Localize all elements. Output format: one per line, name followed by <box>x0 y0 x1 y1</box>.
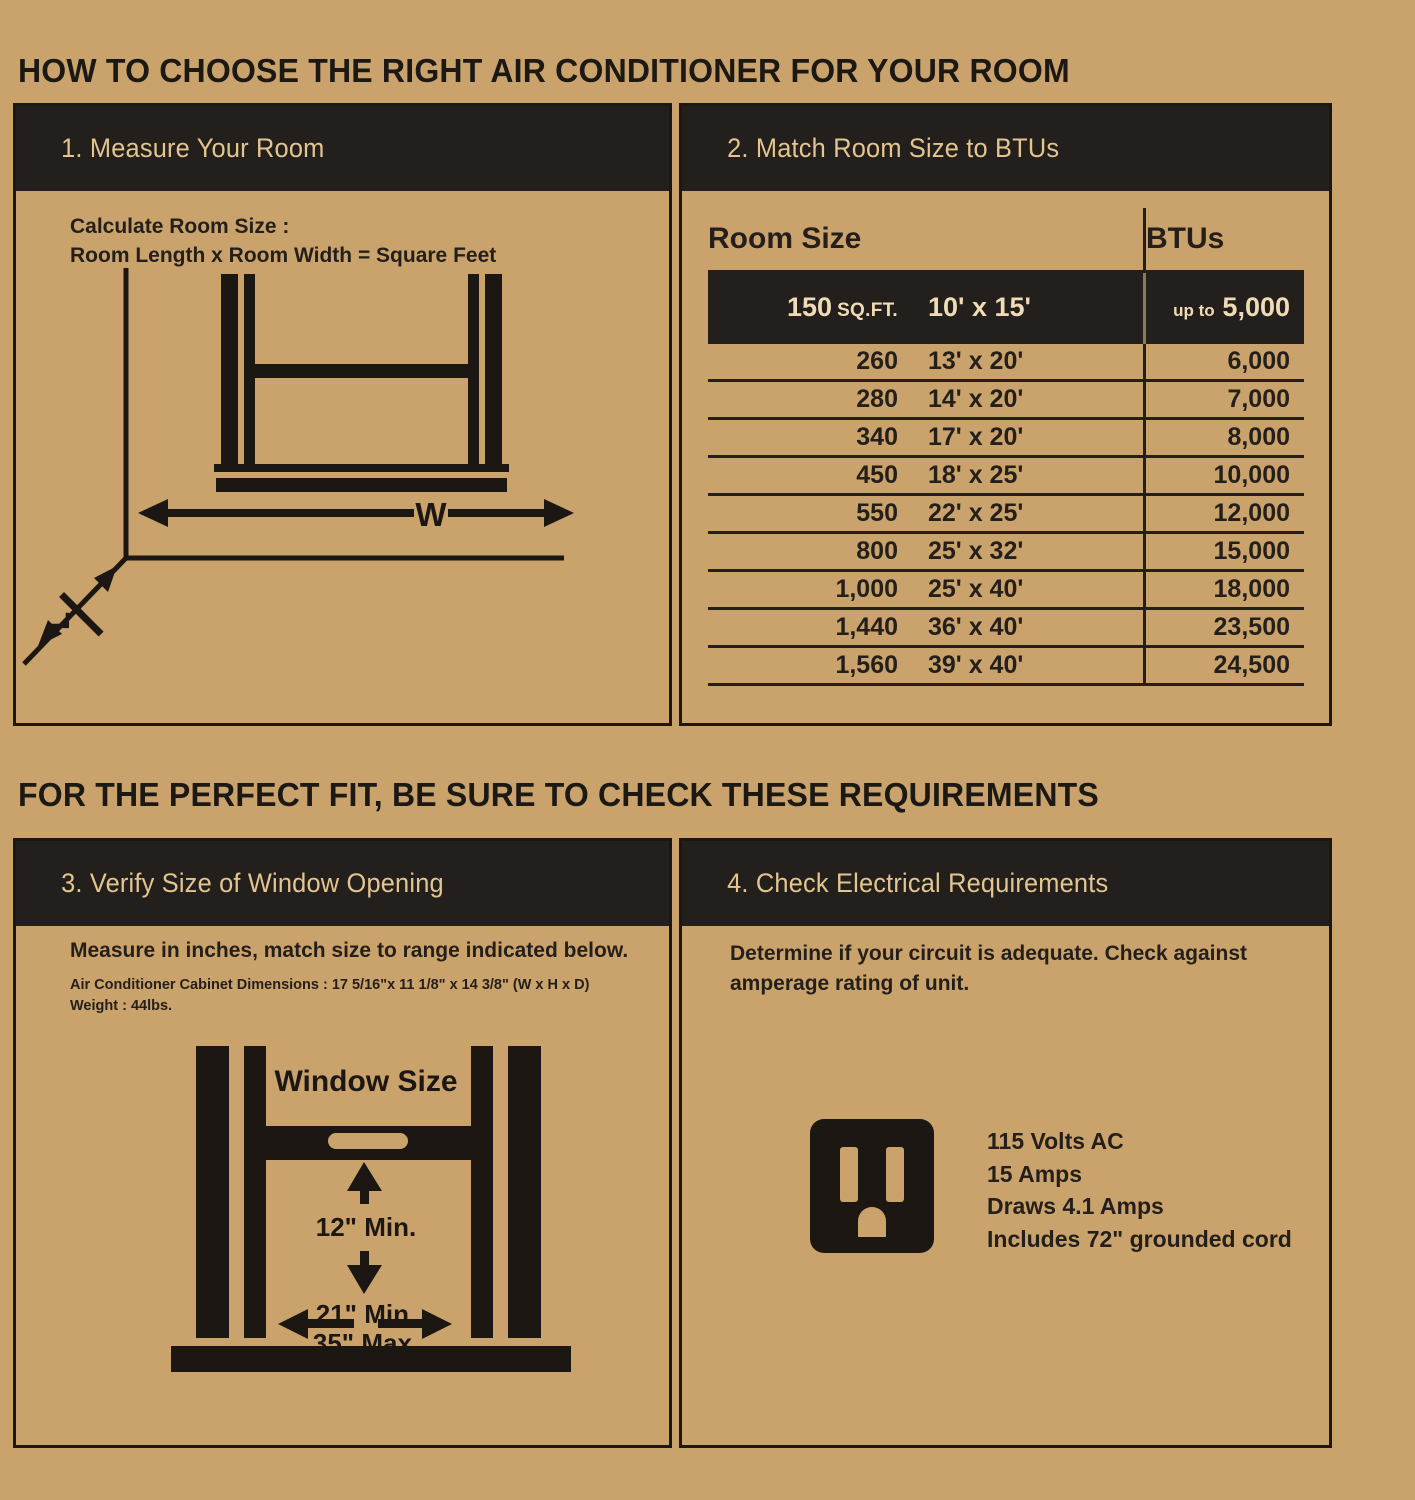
panel2-header <box>682 106 1329 191</box>
window-frame-icon <box>214 274 509 492</box>
panel1-header <box>16 106 669 191</box>
electrical-spec-line: 15 Amps <box>987 1160 1083 1187</box>
panel4-header <box>682 841 1329 926</box>
panel4-title: 4. Check Electrical Requirements <box>727 868 1109 898</box>
width-arrow <box>138 499 574 527</box>
outlet-slot-right <box>886 1147 904 1202</box>
cabinet-dimensions-text <box>70 975 589 1017</box>
table-row <box>708 533 1304 571</box>
table-row <box>708 272 1304 343</box>
cell-room-dimensions: 18' x 25' <box>910 457 1145 495</box>
cell-room-sqft: 340 <box>708 419 910 457</box>
panel-verify-window-opening <box>13 838 672 1448</box>
electrical-spec-line: Draws 4.1 Amps <box>987 1193 1164 1220</box>
outlet-icon-wrap <box>802 1111 942 1266</box>
cell-btu-value: 7,000 <box>1145 381 1305 419</box>
width-min-label: 21" Min. <box>315 1299 417 1329</box>
btu-table-body <box>708 272 1304 685</box>
table-row <box>708 381 1304 419</box>
electrical-spec-line: Includes 72" grounded cord <box>987 1225 1292 1252</box>
cell-room-sqft: 450 <box>708 457 910 495</box>
calc-line-2: Room Length x Room Width = Square Feet <box>70 243 497 267</box>
cell-btu-value: 6,000 <box>1145 343 1305 381</box>
cell-room-sqft: 150 SQ.FT. <box>708 272 910 343</box>
panel-check-electrical-requirements <box>679 838 1332 1448</box>
table-row <box>708 571 1304 609</box>
calc-line-1: Calculate Room Size : <box>70 215 290 238</box>
window-diagram-svg <box>16 1036 675 1436</box>
btu-upto-prefix: up to <box>1173 300 1220 320</box>
main-heading-top: HOW TO CHOOSE THE RIGHT AIR CONDITIONER FOR YOUR ROOM <box>18 52 1070 89</box>
length-arrow <box>38 566 117 646</box>
cell-btu-value: up to 5,000 <box>1145 272 1305 343</box>
width-label: W <box>415 496 447 533</box>
cell-room-dimensions: 22' x 25' <box>910 495 1145 533</box>
electrical-outlet-icon <box>802 1111 942 1261</box>
cell-room-sqft: 550 <box>708 495 910 533</box>
cabinet-dimensions-line: Air Conditioner Cabinet Dimensions : 17 5/16"x 11 1/8" x 14 3/8" (W x H x D) <box>70 977 590 993</box>
main-heading-bottom: FOR THE PERFECT FIT, BE SURE TO CHECK THESE REQUIREMENTS <box>18 776 1099 813</box>
window-measure-lead: Measure in inches, match size to range indicated below. <box>70 939 629 962</box>
cell-btu-value: 8,000 <box>1145 419 1305 457</box>
height-min-label: 12" Min. <box>315 1212 417 1242</box>
cell-room-dimensions: 17' x 20' <box>910 419 1145 457</box>
cell-room-dimensions: 25' x 40' <box>910 571 1145 609</box>
btu-table-header-row <box>708 208 1304 272</box>
table-row <box>708 495 1304 533</box>
table-row <box>708 647 1304 685</box>
table-row <box>708 609 1304 647</box>
table-row <box>708 457 1304 495</box>
cell-btu-value: 15,000 <box>1145 533 1305 571</box>
table-row <box>708 419 1304 457</box>
length-label: L <box>43 611 76 631</box>
sqft-unit: SQ.FT. <box>837 299 898 321</box>
cell-btu-value: 23,500 <box>1145 609 1305 647</box>
cell-room-dimensions: 14' x 20' <box>910 381 1145 419</box>
panel3-header <box>16 841 669 926</box>
panel-measure-your-room <box>13 103 672 726</box>
panel1-title: 1. Measure Your Room <box>61 133 325 163</box>
width-max-label: 35" Max. <box>312 1328 420 1358</box>
electrical-lead-line-1: Determine if your circuit is adequate. Check against <box>730 942 1247 965</box>
outlet-slot-left <box>840 1147 858 1202</box>
cell-room-dimensions: 39' x 40' <box>910 647 1145 685</box>
column-header-btus: BTUs <box>1145 208 1305 272</box>
cell-room-dimensions: 10' x 15' <box>910 272 1145 343</box>
cell-btu-value: 12,000 <box>1145 495 1305 533</box>
cell-btu-value: 24,500 <box>1145 647 1305 685</box>
panel2-title: 2. Match Room Size to BTUs <box>727 133 1060 163</box>
room-diagram-svg <box>16 256 675 686</box>
electrical-spec-line: 115 Volts AC <box>987 1128 1124 1154</box>
column-header-room-size: Room Size <box>708 222 862 255</box>
electrical-lead-line-2: amperage rating of unit. <box>730 971 970 995</box>
electrical-lead-text <box>730 939 1247 999</box>
cell-room-dimensions: 25' x 32' <box>910 533 1145 571</box>
cabinet-weight-line: Weight : 44lbs. <box>70 998 173 1015</box>
window-size-label: Window Size <box>274 1065 458 1098</box>
cell-room-sqft: 280 <box>708 381 910 419</box>
room-measurement-diagram <box>16 256 669 686</box>
cell-btu-value: 18,000 <box>1145 571 1305 609</box>
panel-match-room-size-to-btus <box>679 103 1332 726</box>
btu-table-head <box>708 208 1304 272</box>
outlet-ground-hole <box>858 1207 886 1237</box>
cell-room-dimensions: 36' x 40' <box>910 609 1145 647</box>
cell-room-dimensions: 13' x 20' <box>910 343 1145 381</box>
cell-room-sqft: 1,440 <box>708 609 910 647</box>
btu-sizing-table <box>708 208 1304 686</box>
cell-room-sqft: 260 <box>708 343 910 381</box>
window-opening-diagram <box>16 1036 669 1436</box>
cell-room-sqft: 1,560 <box>708 647 910 685</box>
panel3-title: 3. Verify Size of Window Opening <box>61 868 444 898</box>
electrical-specs-list <box>987 1125 1292 1256</box>
cell-btu-value: 10,000 <box>1145 457 1305 495</box>
cell-room-sqft: 800 <box>708 533 910 571</box>
table-row <box>708 343 1304 381</box>
cell-room-sqft: 1,000 <box>708 571 910 609</box>
